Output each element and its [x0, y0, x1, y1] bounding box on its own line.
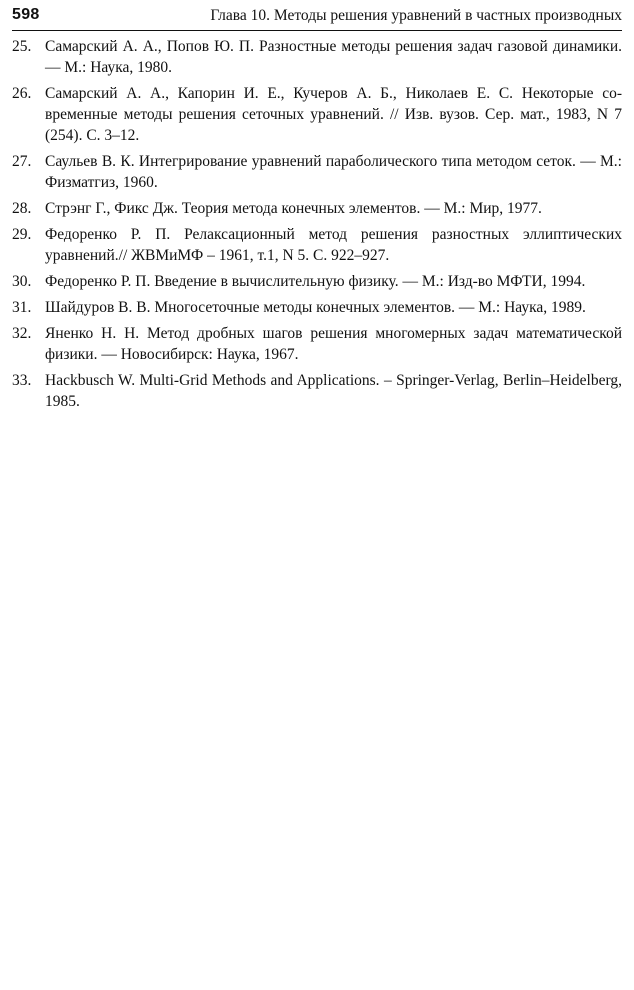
reference-item: [12, 83, 622, 146]
page-number: 598: [12, 6, 40, 23]
reference-item: [12, 151, 622, 193]
reference-text: Саульев В. К. Интегрирование уравнений параболического типа методом сеток. — М.: Физматгиз, 1960.: [45, 153, 622, 191]
reference-item: [12, 271, 622, 292]
reference-text: Федоренко Р. П. Релаксационный метод решения разностных эллиптических уравнений.// ЖВМиМФ – 1961, т.1, N 5. С. 922–927.: [45, 226, 622, 264]
reference-text: Hackbusch W. Multi-Grid Methods and Applications. – Springer-Verlag, Berlin–Heidelberg, 1985.: [45, 372, 622, 410]
page-header: [12, 4, 622, 31]
reference-item: [12, 297, 622, 318]
reference-number: 33.: [12, 372, 32, 389]
reference-number: 29.: [12, 226, 32, 243]
reference-item: [12, 323, 622, 365]
reference-text: Яненко Н. Н. Метод дробных шагов решения многомерных задач математической физики. — Новосибирск: Наука, 1967.: [45, 325, 622, 363]
reference-item: [12, 224, 622, 266]
reference-text: Шайдуров В. В. Многосеточные методы конечных элементов. — М.: Наука, 1989.: [45, 299, 586, 316]
reference-item: [12, 198, 622, 219]
reference-list: [12, 36, 622, 417]
reference-number: 30.: [12, 273, 32, 290]
reference-text: Стрэнг Г., Фикс Дж. Теория метода конечных элементов. — М.: Мир, 1977.: [45, 200, 542, 217]
reference-item: [12, 370, 622, 412]
reference-number: 27.: [12, 153, 32, 170]
reference-number: 26.: [12, 85, 32, 102]
reference-item: [12, 36, 622, 78]
reference-number: 31.: [12, 299, 32, 316]
reference-number: 28.: [12, 200, 32, 217]
reference-number: 25.: [12, 38, 32, 55]
running-title: Глава 10. Методы решения уравнений в частных производных: [210, 7, 622, 24]
reference-text: Самарский А. А., Попов Ю. П. Разностные методы решения задач газовой динамики. — М.: Наука, 1980.: [45, 38, 622, 76]
reference-number: 32.: [12, 325, 32, 342]
reference-text: Самарский А. А., Капорин И. Е., Кучеров А. Б., Николаев Е. С. Некоторые современные методы решения сеточных уравнений. // Изв. вузов. Сер. мат., 1983, N 7 (254). С. 3–12.: [45, 85, 622, 144]
reference-text: Федоренко Р. П. Введение в вычислительную физику. — М.: Изд-во МФТИ, 1994.: [45, 273, 586, 290]
